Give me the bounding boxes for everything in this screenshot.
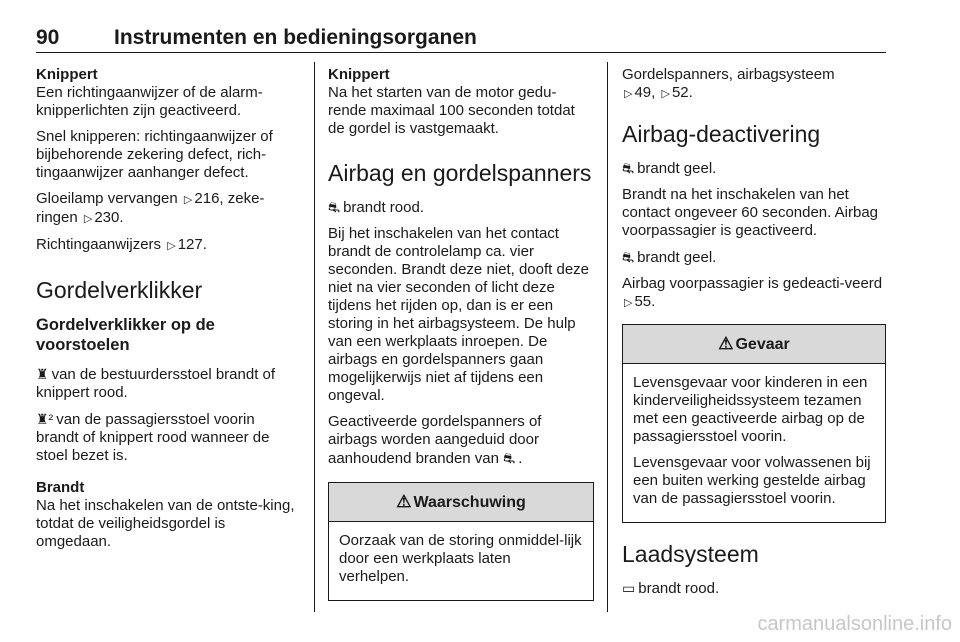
battery-icon: ▭ — [622, 580, 636, 596]
danger-box-header — [623, 325, 885, 364]
paragraph: Na het inschakelen van de ontste-king, totdat de veiligheidsgordel is omgedaan. — [36, 497, 295, 550]
paragraph — [36, 410, 298, 465]
paragraph-text: brandt geel. — [637, 249, 717, 266]
paragraph: Levensgevaar voor volwassenen bij een buiten werking gestelde airbag van de passagiersstoel voorin. — [633, 454, 871, 507]
page-ref-arrow-icon[interactable]: ▷ — [624, 88, 633, 100]
paragraph: Snel knipperen: richtingaanwijzer of bijbehorende zekering defect, rich-tingaanwijzer aanhanger defect. — [36, 128, 273, 181]
airbag-off-icon: ⛐ — [622, 249, 635, 265]
warning-box — [328, 482, 594, 601]
paragraph: Na het starten van de motor gedu-rende maximaal 100 seconden totdat de gordel is vastgemaakt. — [328, 84, 575, 137]
seatbelt-icon: ♜ — [36, 366, 49, 382]
page-ref-arrow-icon[interactable]: ▷ — [83, 213, 93, 225]
subheading-knippert: Knippert — [328, 66, 390, 83]
paragraph — [622, 579, 886, 598]
section-heading-gordelverklikker: Gordelverklikker — [36, 277, 203, 303]
paragraph-text: . — [518, 450, 523, 467]
danger-box — [622, 324, 886, 523]
column-divider — [607, 62, 608, 612]
paragraph-text: brandt rood. — [343, 199, 424, 216]
page-ref-link[interactable]: 127. — [177, 236, 207, 253]
paragraph-text: van de passagiersstoel voorin brandt of knippert rood wanneer de stoel bezet is. — [36, 411, 270, 464]
paragraph — [622, 66, 886, 103]
subsection-heading: Gordelverklikker op de voorstoelen — [36, 316, 215, 354]
seatbelt-passenger-icon: ♜² — [36, 411, 54, 427]
paragraph — [622, 159, 886, 178]
paragraph-text: Gloeilamp vervangen — [36, 190, 178, 207]
danger-box-body — [623, 364, 885, 522]
paragraph — [328, 198, 594, 217]
paragraph-text: brandt geel. — [637, 160, 717, 177]
paragraph — [622, 248, 886, 267]
page-ref-arrow-icon[interactable]: ▷ — [183, 194, 193, 206]
column-divider — [314, 62, 315, 612]
warning-box-header — [329, 483, 593, 522]
paragraph-text: Richtingaanwijzers — [36, 236, 162, 253]
page-ref-arrow-icon[interactable]: ▷ — [167, 240, 176, 252]
paragraph — [36, 365, 298, 402]
page-ref-link[interactable]: 49, — [634, 84, 656, 101]
subheading-brandt: Brandt — [36, 479, 85, 496]
warning-box-body — [329, 522, 593, 600]
paragraph-text: Gordelspanners, airbagsysteem — [622, 66, 835, 83]
page-ref-link[interactable]: 216, zeke-ringen — [36, 190, 265, 226]
paragraph — [622, 275, 886, 312]
page-ref-link[interactable]: 52. — [671, 84, 693, 101]
warning-icon: ⚠ — [718, 334, 734, 353]
paragraph: Bij het inschakelen van het contact brandt de controlelamp ca. vier seconden. Brandt deze niet, dooft deze niet na vier seconden of licht deze tijdens het rijden op, dan is er een storing in het airbagsysteem. De hulp van een werkplaats inroepen. De airbags en gordelspanners gaan mogelijkerwijs niet af tijdens een ongeval. — [328, 225, 590, 404]
paragraph-text: brandt rood. — [638, 580, 720, 597]
paragraph: Brandt na het inschakelen van het contact ongeveer 60 seconden. Airbag voorpassagier is geactiveerd. — [622, 186, 879, 239]
airbag-on-icon: ⛐ — [622, 160, 635, 176]
page-title: Instrumenten en bedieningsorganen — [114, 26, 477, 49]
paragraph-text: Airbag voorpassagier is gedeacti-veerd — [622, 275, 883, 292]
danger-title: Gevaar — [735, 336, 790, 353]
page-ref-arrow-icon[interactable]: ▷ — [661, 88, 670, 100]
column-left — [36, 66, 298, 559]
paragraph — [36, 236, 298, 255]
page-number: 90 — [36, 26, 60, 49]
paragraph: Levensgevaar voor kinderen in een kinderveiligheidssysteem tezamen met een geactiveerde airbag op de passagiersstoel voorin. — [633, 374, 868, 445]
paragraph — [328, 413, 594, 468]
watermark: carmanualsonline.info — [757, 613, 952, 635]
subheading-knippert: Knippert — [36, 66, 98, 83]
section-heading-airbag-deactivering: Airbag-deactivering — [622, 121, 821, 147]
paragraph: Oorzaak van de storing onmiddel-lijk door een werkplaats laten verhelpen. — [339, 532, 582, 585]
paragraph — [36, 190, 298, 228]
airbag-icon: ⛐ — [503, 450, 516, 466]
page-header — [36, 26, 886, 52]
column-right — [622, 66, 886, 606]
header-rule — [36, 52, 886, 53]
page-ref-arrow-icon[interactable]: ▷ — [624, 297, 633, 309]
page-ref-link[interactable]: 55. — [634, 293, 656, 310]
paragraph: Een richtingaanwijzer of de alarm-knipperlichten zijn geactiveerd. — [36, 84, 263, 119]
column-middle — [328, 66, 594, 601]
paragraph-text: van de bestuurdersstoel brandt of knippert rood. — [36, 366, 276, 401]
warning-title: Waarschuwing — [413, 494, 526, 511]
section-heading-airbag: Airbag en gordelspanners — [328, 160, 592, 186]
page-ref-link[interactable]: 230. — [94, 209, 124, 226]
paragraph-text: Geactiveerde gordelspanners of airbags worden aangeduid door aanhoudend branden van — [328, 413, 542, 467]
airbag-icon: ⛐ — [328, 199, 341, 215]
warning-icon: ⚠ — [396, 492, 412, 511]
section-heading-laadsysteem: Laadsysteem — [622, 541, 759, 567]
